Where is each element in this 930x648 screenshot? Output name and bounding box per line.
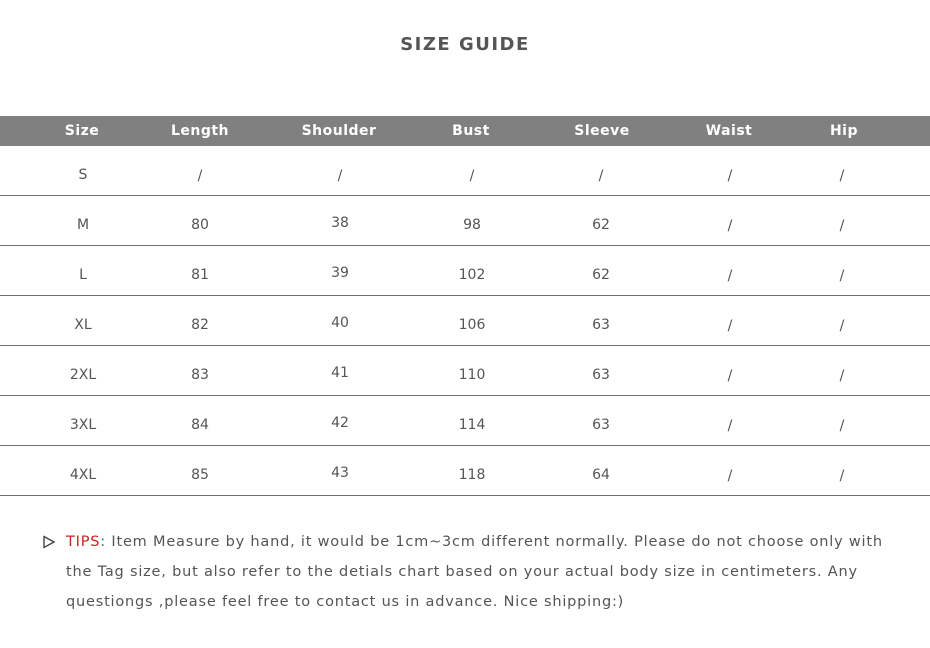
cell-bust: 106	[458, 317, 486, 333]
cell-shoulder: 39	[331, 265, 349, 281]
cell-size: XL	[74, 317, 92, 333]
cell-size: S	[78, 167, 88, 183]
tips-paragraph	[66, 527, 906, 617]
header-shoulder: Shoulder	[301, 123, 377, 139]
cell-size: L	[79, 267, 87, 283]
header-bust: Bust	[452, 123, 490, 139]
cell-waist: /	[727, 268, 733, 284]
cell-waist: /	[727, 368, 733, 384]
cell-sleeve: 64	[592, 467, 610, 483]
table-row	[0, 346, 930, 396]
cell-sleeve: 62	[592, 267, 610, 283]
cell-hip: /	[839, 218, 845, 234]
cell-waist: /	[727, 168, 733, 184]
cell-sleeve: 63	[592, 367, 610, 383]
table-row	[0, 196, 930, 246]
page-title: SIZE GUIDE	[400, 34, 530, 55]
cell-bust: 114	[458, 417, 486, 433]
header-length: Length	[170, 123, 230, 139]
cell-length: 81	[191, 267, 209, 283]
cell-bust: 110	[458, 367, 486, 383]
cell-shoulder: 43	[331, 465, 349, 481]
cell-bust: 98	[463, 217, 481, 233]
tips-text: : Item Measure by hand, it would be 1cm~3cm different normally. Please do not choose only with the Tag size, but also refer to the detials chart based on your actual body size in centimeters. Any questiongs ,please feel free to contact us in advance. Nice shipping:)	[66, 534, 883, 610]
cell-bust: /	[469, 168, 475, 184]
cell-sleeve: 63	[592, 417, 610, 433]
size-chart-table	[0, 116, 930, 496]
cell-shoulder: /	[337, 168, 343, 184]
header-hip: Hip	[829, 123, 859, 139]
table-row	[0, 246, 930, 296]
cell-shoulder: 41	[331, 365, 349, 381]
cell-size: M	[76, 217, 90, 233]
cell-hip: /	[839, 468, 845, 484]
header-sleeve: Sleeve	[574, 123, 630, 139]
cell-hip: /	[839, 418, 845, 434]
cell-size: 4XL	[69, 467, 97, 483]
cell-hip: /	[839, 268, 845, 284]
cell-bust: 118	[458, 467, 486, 483]
cell-waist: /	[727, 218, 733, 234]
cell-size: 3XL	[69, 417, 97, 433]
cell-length: 85	[191, 467, 209, 483]
cell-hip: /	[839, 318, 845, 334]
header-waist: Waist	[705, 123, 753, 139]
cell-shoulder: 42	[331, 415, 349, 431]
table-row	[0, 396, 930, 446]
play-triangle-outline-icon	[42, 535, 56, 549]
cell-shoulder: 38	[331, 215, 349, 231]
cell-waist: /	[727, 418, 733, 434]
cell-shoulder: 40	[331, 315, 349, 331]
cell-length: 82	[191, 317, 209, 333]
cell-sleeve: 62	[592, 217, 610, 233]
cell-length: 84	[191, 417, 209, 433]
cell-length: 80	[191, 217, 209, 233]
table-row	[0, 146, 930, 196]
tips-label: TIPS	[66, 534, 101, 550]
cell-hip: /	[839, 368, 845, 384]
cell-hip: /	[839, 168, 845, 184]
table-header-row	[0, 116, 930, 146]
cell-sleeve: /	[598, 168, 604, 184]
cell-length: 83	[191, 367, 209, 383]
table-row	[0, 446, 930, 496]
cell-waist: /	[727, 318, 733, 334]
table-row	[0, 296, 930, 346]
header-size: Size	[64, 123, 100, 139]
cell-size: 2XL	[69, 367, 97, 383]
cell-waist: /	[727, 468, 733, 484]
cell-sleeve: 63	[592, 317, 610, 333]
cell-bust: 102	[458, 267, 486, 283]
cell-length: /	[197, 168, 203, 184]
